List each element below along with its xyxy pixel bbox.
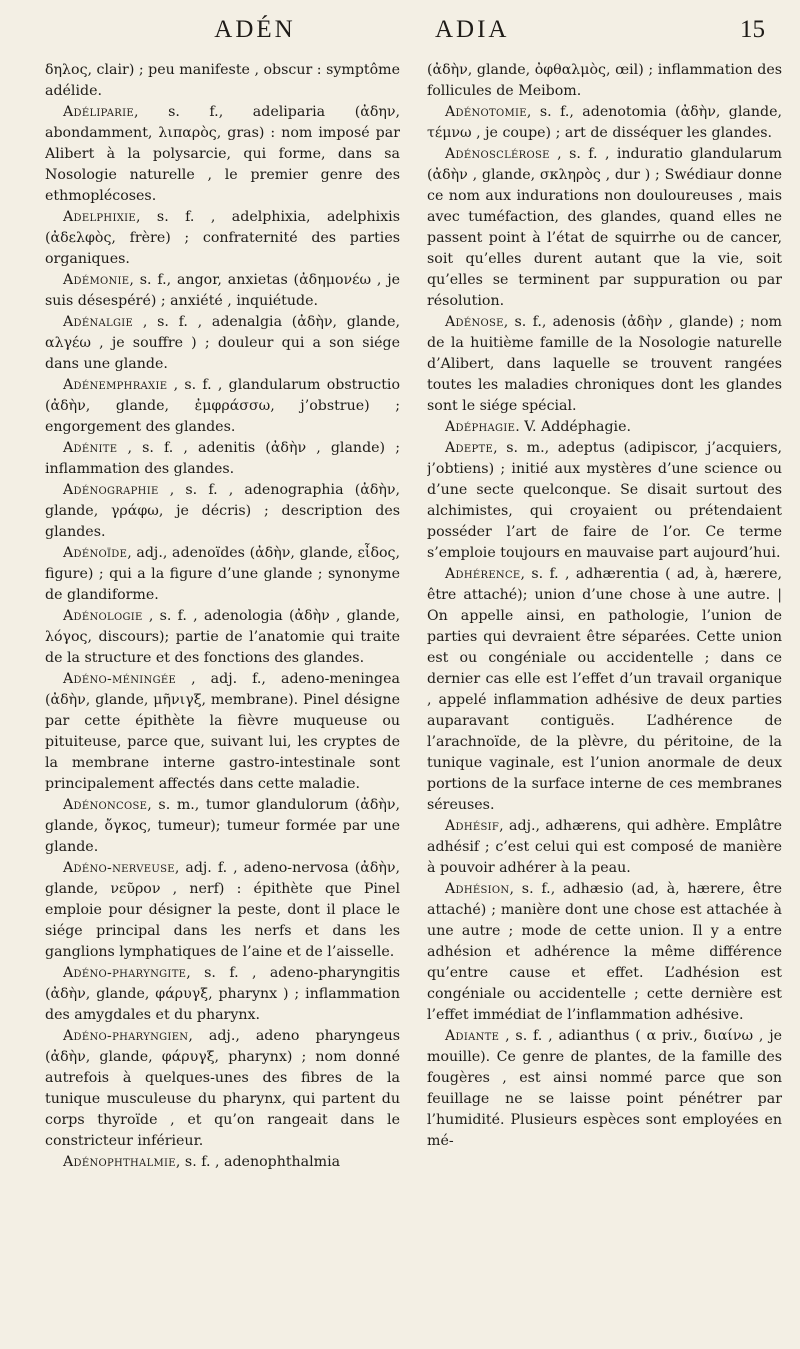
entry-headword: Adelphixie [63,209,136,225]
entry [45,543,400,606]
entry-headword: Adénemphraxie [63,377,168,393]
entry-text: , s. f. , adenalgia (ἀδὴν, glande, αλγέω , je souffre ) ; douleur qui a son siége dans une glande. [45,314,400,372]
entry [45,858,400,963]
entry [45,1026,400,1152]
entry-text: , s. f., adenosis (ἀδὴν , glande) ; nom de la huitième famille de la Nosologie naturelle d’Alibert, dans laquelle se trouvent rangées toutes les maladies chroniques dont les glandes sont le siége spécial. [427,314,782,414]
entry [45,438,400,480]
entry-headword: Adéno-nerveuse [63,860,175,876]
entry [45,606,400,669]
entry-headword: Adénotomie [445,104,527,120]
entry-text: , s. f. , adeno-pharyngitis (ἀδὴν, glande, φάρυγξ, pharynx ) ; inflammation des amygdales et du pharynx. [45,965,400,1023]
entry-text: , s. f. , adhærentia ( ad, à, hærere, être attaché); union d’une chose à une autre. | On appelle ainsi, en pathologie, l’union de parties qui devraient être séparées. Cette union est ou congéniale ou accidentelle ; dans ce dernier cas elle est l’effet d’un travail organique , appelé inflammation adhésive de deux parties auparavant contiguës. L’adhérence de l’arachnoïde, de la plèvre, du péritoine, de la tunique vaginale, est l’union anormale de deux portions de la surface interne de ces membranes séreuses. [427,566,782,813]
entry [45,375,400,438]
entry-headword: Adénose [445,314,504,330]
entry-headword: Adénosclérose [445,146,550,162]
entry-text: , adj., adeno pharyngeus (ἀδὴν, glande, φάρυγξ, pharynx) ; nom donné autrefois à quelques-unes des fibres de la tunique musculeuse du pharynx, qui partent du corps thyroïde , et qu’on rangeait dans le constricteur inférieur. [45,1028,400,1149]
entry [427,60,782,102]
entry-headword: Adhésif [445,818,500,834]
entry-headword: Adéphagie [445,419,516,435]
entry [45,270,400,312]
entry-text: , adj. f. , adeno-nervosa (ἀδὴν, glande, νεῦρον , nerf) : épithète que Pinel emploie pour désigner la peste, dont il place le siége principal dans les nerfs et dans les ganglions lymphatiques de l’aine et de l’aisselle. [45,860,400,960]
entry-text: , s. f. , induratio glandularum (ἀδὴν , glande, σκληρὸς , dur ) ; Swédiaur donne ce nom aux indurations non douloureuses , mais avec tuméfaction, des glandes, quand elles ne passent point à l’état de squirrhe ou de cancer, soit qu’elles durent autant que la vie, soit qu’elles se terminent par suppuration ou par résolution. [427,146,782,309]
entry [45,963,400,1026]
entry [427,879,782,1026]
entry-headword: Adénite [63,440,118,456]
running-head-right [435,10,765,50]
running-head-left: ADÉN [214,16,296,43]
entry [427,144,782,312]
entry-text: , s. f., adenotomia (ἀδὴν, glande, τέμνω , je coupe) ; art de disséquer les glandes. [427,104,782,141]
entry-text: , adj. f., adeno-meningea (ἀδὴν, glande, μῆνιγξ, membrane). Pinel désigne par cette épithète la fièvre muqueuse ou pituiteuse, parce que, suivant lui, les cryptes de la membrane interne gastro-intestinale sont principalement affectés dans cette maladie. [45,671,400,792]
entry-text: δηλος, clair) ; peu manifeste , obscur : symptôme adélide. [45,62,400,99]
entry-headword: Adénographie [63,482,159,498]
entry [427,564,782,816]
entry-text: , s. f. , adenographia (ἀδὴν, glande, γράφω, je décris) ; description des glandes. [45,482,400,540]
entry-headword: Adénoïde [63,545,128,561]
entry-text: , s. f., angor, anxietas (ἀδημονέω , je suis désespéré) ; anxiété , inquiétude. [45,272,400,309]
entry-headword: Adénalgie [63,314,134,330]
entry-headword: Adepte [445,440,494,456]
entry [427,816,782,879]
entry-text: , adj., adhærens, qui adhère. Emplâtre adhésif ; c’est celui qui est composé de manière à pouvoir adhérer à la peau. [427,818,782,876]
entry-text: , s. f. , adenitis (ἀδὴν , glande) ; inflammation des glandes. [45,440,400,477]
entry [427,102,782,144]
entry-headword: Adéliparie [63,104,134,120]
left-column [45,60,400,1330]
entry-headword: Adénologie [63,608,143,624]
entry-text: , s. f. , adenophthalmia [175,1154,341,1170]
running-head-word: ADIA [435,16,510,43]
entry-headword: Adémonie [63,272,130,288]
entry [45,480,400,543]
entry [45,102,400,207]
entry-headword: Adiante [445,1028,500,1044]
page-number: 15 [740,16,765,43]
entry [427,1026,782,1152]
entry-headword: Adéno-pharyngien [63,1028,189,1044]
entry-headword: Adhérence [445,566,521,582]
entry [427,312,782,417]
entry-text: . V. Addéphagie. [515,419,631,435]
entry-text: , s. f. , adelphixia, adelphixis (ἀδελφὸς, frère) ; confraternité des parties organiques. [45,209,400,267]
entry [427,438,782,564]
entry [427,417,782,438]
right-column [427,60,782,1330]
entry-text: , s. f., adhæsio (ad, à, hærere, être attaché) ; manière dont une chose est attachée à une autre ; mode de cette union. Il y a entre adhésion et adhérence la même différence qu’entre cause et effet. L’adhésion est congéniale ou accidentelle ; cette dernière est l’effet immédiat de l’inflammation adhésive. [427,881,782,1023]
entry-headword: Adhésion [445,881,510,897]
entry-text: , s. f. , adenologia (ἀδὴν , glande, λόγος, discours); partie de l’anatomie qui traite de la structure et des fonctions des glandes. [45,608,400,666]
entry-headword: Adéno-méningée [63,671,177,687]
entry [45,669,400,795]
entry-headword: Adénoncose [63,797,148,813]
entry [45,207,400,270]
entry [45,60,400,102]
entry-text: , s. m., adeptus (adipiscor, j’acquiers, j’obtiens) ; initié aux mystères d’une science ou d’une secte quelconque. Se disait surtout des alchimistes, qui croyaient ou prétendaient posséder l’art de faire de l’or. Ce terme s’emploie toujours en mauvaise part aujourd’hui. [427,440,782,561]
entry-text: , s. f. , adianthus ( α priv., διαίνω , je mouille). Ce genre de plantes, de la famille des fougères , est ainsi nommé parce que son feuillage ne se laisse point pénétrer par l’humidité. Plusieurs espèces sont employées en mé- [427,1028,782,1149]
entry-text: , s. f., adeliparia (ἀδην, abondamment, λιπαρὸς, gras) : nom imposé par Alibert à la polysarcie, qui forme, dans sa Nosologie naturelle , le premier genre des ethmoplécoses. [45,104,400,204]
entry [45,1152,400,1173]
entry-text: (ἀδὴν, glande, ὀφθαλμὸς, œil) ; inflammation des follicules de Meibom. [427,62,782,99]
entry [45,312,400,375]
entry-headword: Adénophthalmie [63,1154,176,1170]
entry-text: , s. m., tumor glandulorum (ἀδὴν, glande, ὄγκος, tumeur); tumeur formée par une glande. [45,797,400,855]
entry-text: , adj., adenoïdes (ἀδὴν, glande, εἶδος, figure) ; qui a la figure d’une glande ; synonyme de glandiforme. [45,545,400,603]
entry-text: , s. f. , glandularum obstructio (ἀδὴν, glande, ἐμφράσσω, j’obstrue) ; engorgement des glandes. [45,377,400,435]
entry-headword: Adéno-pharyngite [63,965,187,981]
entry [45,795,400,858]
